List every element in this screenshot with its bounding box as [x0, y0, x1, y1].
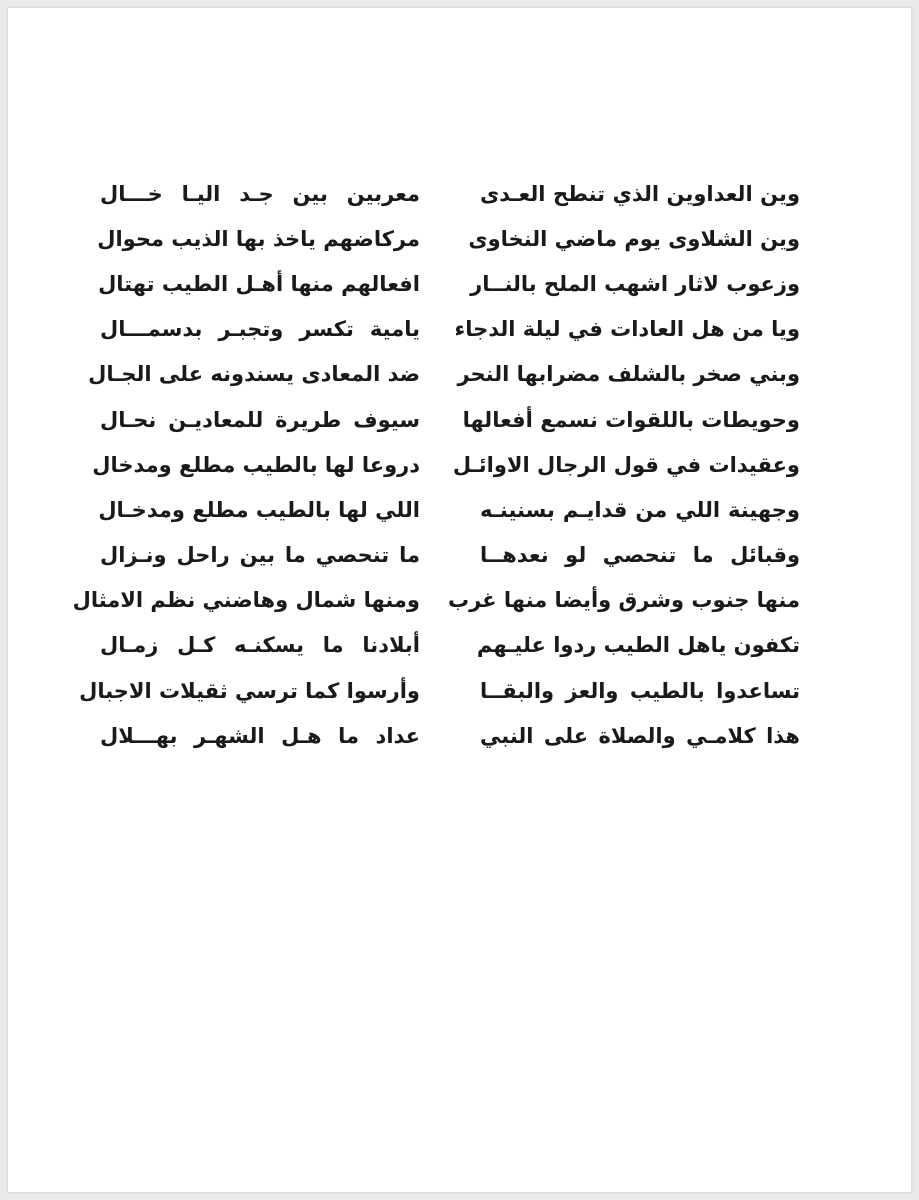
verse-line	[97, 216, 800, 261]
verse-first-half: منها جنوب وشرق وأيضا منها غرب	[448, 588, 800, 613]
verse-first-half: وزعوب لاثار اشهب الملح بالنــار	[470, 271, 800, 296]
verse-first-half: ويا من هل العادات في ليلة الدجاء	[454, 317, 800, 342]
verse-line	[100, 397, 800, 442]
verse-line	[100, 713, 800, 758]
verse-first-half: وقبائل ما تنحصي لو نعدهــا	[480, 543, 800, 568]
verse-second-half: عداد ما هـل الشهـر بهـــلال	[100, 723, 420, 748]
poem-text	[72, 171, 800, 758]
verse-first-half: وعقيدات في قول الرجال الاوائـل	[452, 452, 800, 477]
verse-line	[100, 623, 800, 668]
verse-second-half: دروعا لها بالطيب مطلع ومدخال	[92, 452, 420, 477]
verse-second-half: يامية تكسر وتجبـر بدسمـــال	[100, 317, 420, 342]
verse-first-half: وين العداوين الذي تنطح العـدى	[480, 181, 800, 206]
verse-second-half: اللي لها بالطيب مطلع ومدخـال	[98, 497, 420, 522]
verse-line	[92, 442, 800, 487]
verse-line	[100, 487, 800, 532]
verse-second-half: ما تنحصي ما بين راحل ونـزال	[100, 543, 420, 568]
verse-first-half: وبني صخر بالشلف مضرابها النحر	[457, 362, 800, 387]
verse-line	[100, 171, 800, 216]
document-page	[8, 8, 911, 1192]
verse-line	[100, 533, 800, 578]
verse-line	[100, 307, 800, 352]
verse-second-half: افعالهم منها أهـل الطيب تهتال	[98, 271, 420, 296]
verse-first-half: هذا كلامـي والصلاة على النبي	[480, 723, 800, 748]
verse-second-half: ومنها شمال وهاضني نظم الامثال	[72, 588, 420, 613]
verse-first-half: تكفون ياهل الطيب ردوا عليـهم	[476, 633, 800, 658]
verse-second-half: مركاضهم ياخذ بها الذيب محوال	[97, 226, 420, 251]
verse-line	[79, 668, 800, 713]
verse-second-half: سيوف طريرة للمعاديـن نحـال	[100, 407, 420, 432]
verse-first-half: تساعدوا بالطيب والعز والبقــا	[480, 678, 800, 703]
verse-first-half: وحويطات باللقوات نسمع أفعالها	[462, 407, 800, 432]
verse-second-half: وأرسوا كما ترسي ثقيلات الاجبال	[79, 678, 420, 703]
verse-second-half: أبلادنا ما يسكنـه كـل زمـال	[100, 633, 420, 658]
verse-line	[88, 352, 800, 397]
verse-second-half: ضد المعادى يسندونه على الجـال	[88, 362, 420, 387]
verse-first-half: وجهينة اللي من قدايـم بسنينـه	[480, 497, 800, 522]
verse-line	[72, 578, 800, 623]
verse-first-half: وين الشلاوى يوم ماضي النخاوى	[468, 226, 800, 251]
verse-second-half: معربين بين جـد اليـا خـــال	[100, 181, 420, 206]
verse-line	[100, 261, 800, 306]
